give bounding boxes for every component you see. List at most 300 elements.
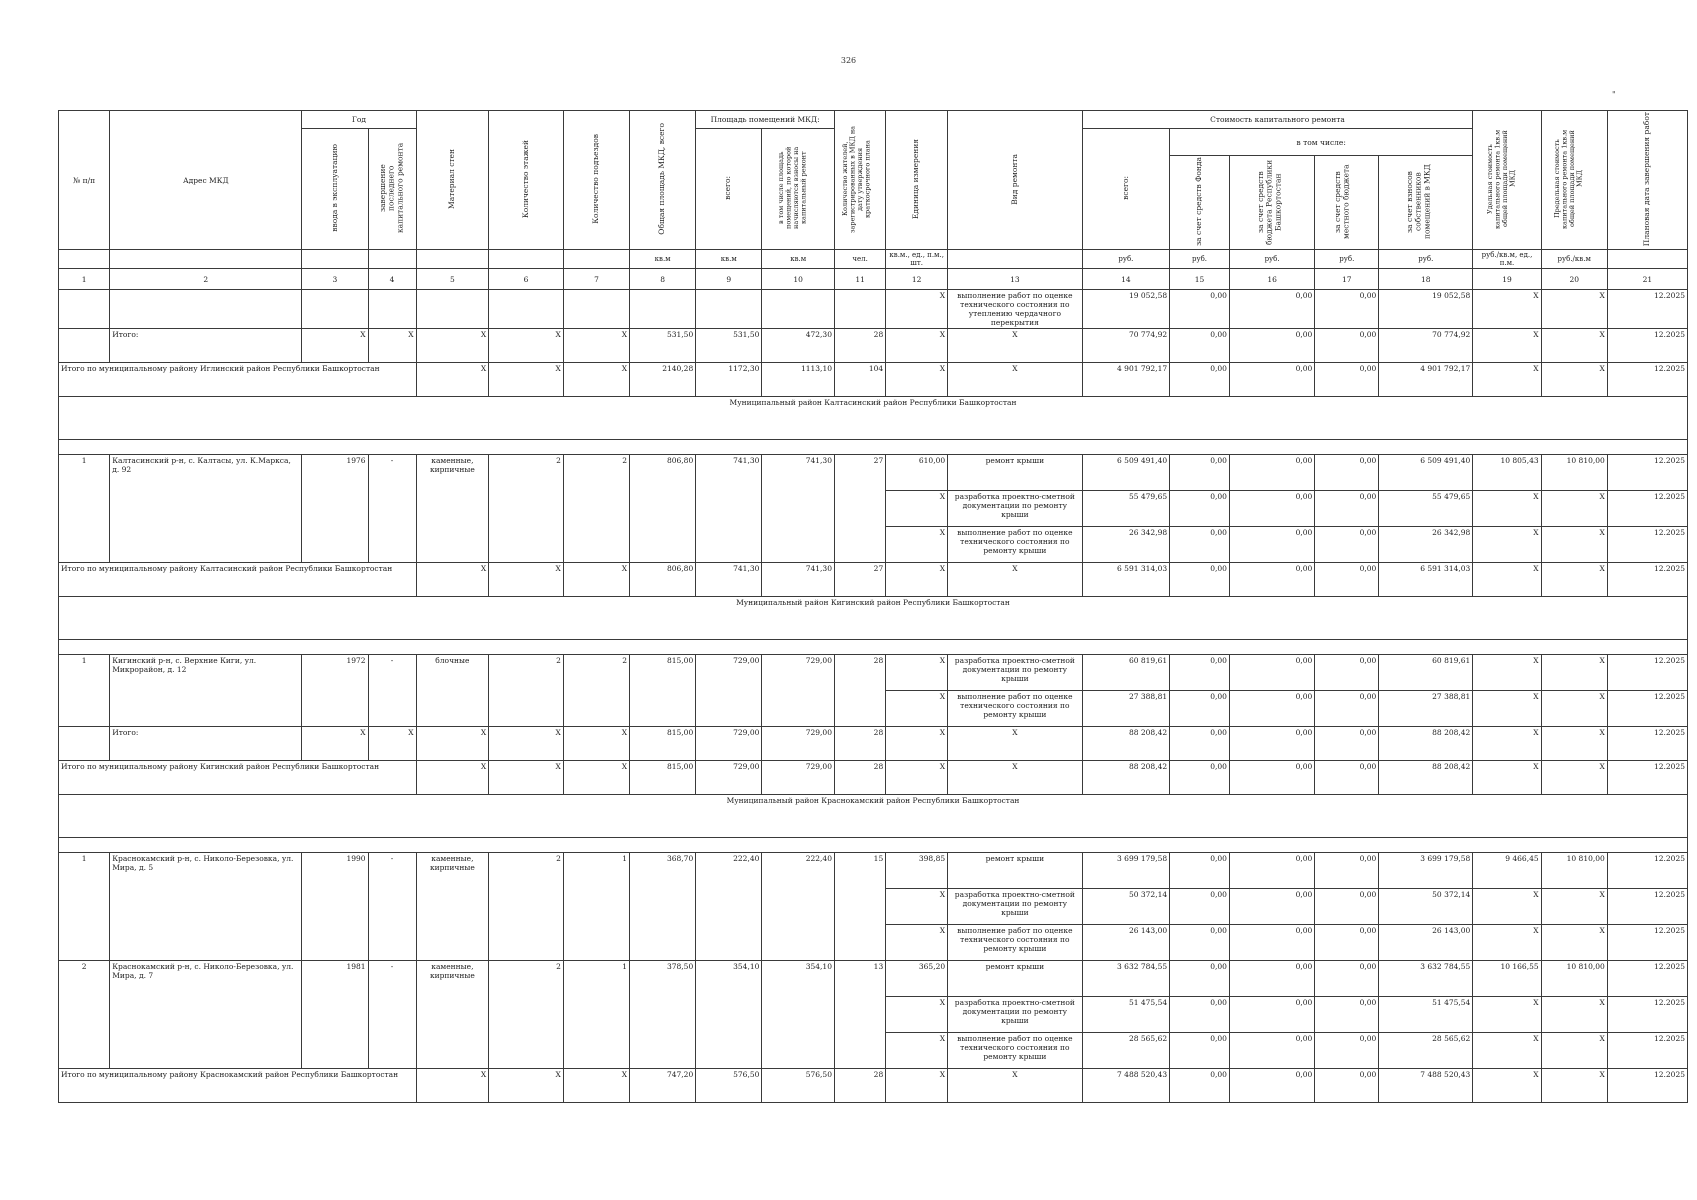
cell-residents: 28 (834, 655, 885, 727)
cell-x: X (563, 1069, 629, 1103)
cell-cost: 27 388,81 (1082, 691, 1170, 727)
header-owners: за счет взносов собственников помещений в МКД (1379, 156, 1473, 250)
spacer-row (59, 640, 1688, 655)
header-entrances: Количество подъездов (563, 111, 629, 250)
cell-work: разработка проектно-сметной документации по ремонту крыши (948, 889, 1082, 925)
cell-residents: 28 (834, 1069, 885, 1103)
cell-last-repair: - (368, 455, 416, 563)
cell-work: разработка проектно-сметной документации по ремонту крыши (948, 491, 1082, 527)
cell-cost: 60 819,61 (1082, 655, 1170, 691)
cell-unit-cost: 9 466,45 (1473, 853, 1541, 889)
table-row (59, 655, 1688, 691)
unit-cell: кв.м (630, 250, 696, 269)
cell-unit: X (886, 997, 948, 1033)
cell-max-cost: X (1541, 889, 1607, 925)
cell-local: 0,00 (1315, 363, 1379, 397)
cell-cost: 0,00 (1170, 761, 1230, 795)
cell-max-cost: 10 810,00 (1541, 853, 1607, 889)
cell-cost: 0,00 (1315, 997, 1379, 1033)
cell-date: 12.2025 (1607, 363, 1687, 397)
cell-cost: 0,00 (1315, 853, 1379, 889)
cell-cost-total: 19 052,58 (1082, 290, 1170, 329)
units-row (59, 250, 1688, 269)
cell-cost: 88 208,42 (1082, 727, 1170, 761)
cell-work: X (948, 727, 1082, 761)
cell-date: 12.2025 (1607, 329, 1687, 363)
cell-cost: 0,00 (1315, 925, 1379, 961)
cell-area-all: 222,40 (696, 853, 762, 961)
cell-work: выполнение работ по оценке технического состояния по ремонту крыши (948, 527, 1082, 563)
cell-unit-cost: X (1473, 655, 1541, 691)
cell-x: X (1473, 761, 1541, 795)
cell-area-contrib: 741,30 (762, 563, 835, 597)
header-cost-total: всего: (1082, 129, 1170, 250)
header-unit: Единица измерения (886, 111, 948, 250)
cell-unit: X (886, 491, 948, 527)
cell-residents: 13 (834, 961, 885, 1069)
cell-max-cost: X (1541, 691, 1607, 727)
column-number: 21 (1607, 269, 1687, 290)
cell-work: ремонт крыши (948, 961, 1082, 997)
table-header (59, 111, 1688, 290)
cell-floors: 2 (489, 455, 564, 563)
cell-work: X (948, 563, 1082, 597)
cell-cost: 0,00 (1170, 1069, 1230, 1103)
cell-label: Итого: (110, 727, 302, 761)
cell-cost: 3 699 179,58 (1379, 853, 1473, 889)
spacer-cell (59, 440, 1688, 455)
cell-area-contrib: 729,00 (762, 761, 835, 795)
cell-date: 12.2025 (1607, 290, 1687, 329)
cell-date: 12.2025 (1607, 889, 1687, 925)
section-title-row (59, 397, 1688, 440)
cell-x: X (1541, 363, 1607, 397)
cell-cost: 0,00 (1315, 455, 1379, 491)
cell-cost: 51 475,54 (1379, 997, 1473, 1033)
cell-area-contrib: 741,30 (762, 455, 835, 563)
column-number: 20 (1541, 269, 1607, 290)
cell-cost: 88 208,42 (1379, 761, 1473, 795)
cell-cost: 0,00 (1229, 563, 1314, 597)
cell-cost: 28 565,62 (1082, 1033, 1170, 1069)
cell-work: X (948, 329, 1082, 363)
cell-cost: 26 342,98 (1379, 527, 1473, 563)
cell-cost: 0,00 (1170, 1033, 1230, 1069)
cell-x: X (1473, 727, 1541, 761)
column-number: 1 (59, 269, 110, 290)
cell-date: 12.2025 (1607, 853, 1687, 889)
unit-cell: руб. (1379, 250, 1473, 269)
cell-fund: 0,00 (1170, 329, 1230, 363)
cell-x: X (886, 563, 948, 597)
cell-max-cost: X (1541, 997, 1607, 1033)
cell-x: X (416, 563, 489, 597)
cell-republic: 0,00 (1229, 363, 1314, 397)
cell-total-area: 747,20 (630, 1069, 696, 1103)
header-residents: Количество жителей, зарегистрированных в МКД на дату утверждения краткосрочного плана (834, 111, 885, 250)
cell-date: 12.2025 (1607, 491, 1687, 527)
cell-owners: 4 901 792,17 (1379, 363, 1473, 397)
cell-cost: 0,00 (1229, 527, 1314, 563)
cell-owners: 19 052,58 (1379, 290, 1473, 329)
cell-label: Итого по муниципальному району Иглинский район Республики Башкортостан (59, 363, 417, 397)
cell-cost: 88 208,42 (1082, 761, 1170, 795)
cell-residents: 28 (834, 329, 885, 363)
cell-x: X (489, 563, 564, 597)
cell-cost: 3 632 784,55 (1379, 961, 1473, 997)
cell-date: 12.2025 (1607, 925, 1687, 961)
unit-cell (110, 250, 302, 269)
header-area-all: всего: (696, 129, 762, 250)
table-row (59, 455, 1688, 491)
cell-cost: 0,00 (1315, 491, 1379, 527)
cell-total-area: 806,80 (630, 563, 696, 597)
cell-floors: 2 (489, 655, 564, 727)
cell-address: Краснокамский р-н, с. Николо-Березовка, ул. Мира, д. 5 (110, 853, 302, 961)
cell-cost: 0,00 (1315, 563, 1379, 597)
unit-cell (416, 250, 489, 269)
column-number: 12 (886, 269, 948, 290)
unit-cell: руб./кв.м (1541, 250, 1607, 269)
column-number: 8 (630, 269, 696, 290)
cell-unit-cost: X (1473, 925, 1541, 961)
column-number: 11 (834, 269, 885, 290)
cell-cost: 3 632 784,55 (1082, 961, 1170, 997)
cell-commissioning: 1976 (302, 455, 368, 563)
cell-max-cost: X (1541, 290, 1607, 329)
cell-cost: 0,00 (1170, 655, 1230, 691)
cell-x: X (302, 727, 368, 761)
cell-cost: 0,00 (1170, 961, 1230, 997)
cell-cost: 0,00 (1170, 997, 1230, 1033)
cell-x: X (489, 727, 564, 761)
cell-wall-material: каменные, кирпичные (416, 853, 489, 961)
section-title: Муниципальный район Калтасинский район Республики Башкортостан (59, 397, 1688, 440)
table-row-district-total (59, 363, 1688, 397)
header-incl: в том числе: (1170, 129, 1473, 156)
header-area-group: Площадь помещений МКД: (696, 111, 835, 129)
section-title-row (59, 597, 1688, 640)
cell-entrances: 2 (563, 655, 629, 727)
cell-work: выполнение работ по оценке технического состояния по ремонту крыши (948, 1033, 1082, 1069)
cell-cost: 0,00 (1229, 455, 1314, 491)
cell-unit: X (886, 1033, 948, 1069)
column-number: 19 (1473, 269, 1541, 290)
cell-unit: X (886, 655, 948, 691)
cell-cost: 0,00 (1229, 997, 1314, 1033)
column-number: 15 (1170, 269, 1230, 290)
unit-cell (563, 250, 629, 269)
cell-area-contrib: 222,40 (762, 853, 835, 961)
cell-cost: 0,00 (1315, 1033, 1379, 1069)
cell-total-area: 368,70 (630, 853, 696, 961)
cell-local: 0,00 (1315, 290, 1379, 329)
cell-cost: 51 475,54 (1082, 997, 1170, 1033)
table-row-district-total (59, 761, 1688, 795)
cell-work: X (948, 761, 1082, 795)
table-row (59, 290, 1688, 329)
cell-x: X (1541, 1069, 1607, 1103)
cell-unit-cost: X (1473, 491, 1541, 527)
table-row-itogo (59, 727, 1688, 761)
cell-last-repair: - (368, 655, 416, 727)
cell-x: X (1541, 761, 1607, 795)
header-area-contrib: в том числе площадь помещений, по которой начисляются взносы на капитальный ремонт (762, 129, 835, 250)
cell-commissioning: 1981 (302, 961, 368, 1069)
header-floors: Количество этажей (489, 111, 564, 250)
cell-residents: 27 (834, 563, 885, 597)
column-number: 5 (416, 269, 489, 290)
cell-cost: 0,00 (1170, 925, 1230, 961)
cell-address: Краснокамский р-н, с. Николо-Березовка, ул. Мира, д. 7 (110, 961, 302, 1069)
column-number: 7 (563, 269, 629, 290)
cell-unit: 365,20 (886, 961, 948, 997)
cell-label: Итого по муниципальному району Калтасинский район Республики Башкортостан (59, 563, 417, 597)
cell-cost: 0,00 (1229, 1033, 1314, 1069)
cell-unit: 398,85 (886, 853, 948, 889)
cell-area-all: 354,10 (696, 961, 762, 1069)
cell-date: 12.2025 (1607, 455, 1687, 491)
cell-residents: 28 (834, 761, 885, 795)
table-row (59, 853, 1688, 889)
cell-fund: 0,00 (1170, 363, 1230, 397)
header-address: Адрес МКД (110, 111, 302, 250)
cell-cost: 0,00 (1170, 727, 1230, 761)
table-row (59, 961, 1688, 997)
header-max-cost: Предельная стоимость капитального ремонта 1кв.м общей площади помещений МКД (1541, 111, 1607, 250)
cell-residents: 104 (834, 363, 885, 397)
cell-number: 1 (59, 853, 110, 961)
cell-cost: 27 388,81 (1379, 691, 1473, 727)
cell-residents: 15 (834, 853, 885, 961)
page-number: 326 (840, 56, 857, 65)
cell-cost: 0,00 (1229, 961, 1314, 997)
cell-cost: 55 479,65 (1082, 491, 1170, 527)
cell-x: X (368, 329, 416, 363)
cell-x: X (1473, 1069, 1541, 1103)
cell-label: Итого по муниципальному району Кигинский район Республики Башкортостан (59, 761, 417, 795)
cell-empty (59, 727, 110, 761)
cell-work: разработка проектно-сметной документации по ремонту крыши (948, 997, 1082, 1033)
cell-cost: 0,00 (1315, 761, 1379, 795)
cell-republic: 0,00 (1229, 290, 1314, 329)
unit-cell (948, 250, 1082, 269)
unit-cell: кв.м (696, 250, 762, 269)
cell-area-all: 576,50 (696, 1069, 762, 1103)
cell-work: выполнение работ по оценке технического состояния по утеплению чердачного перекрытия (948, 290, 1082, 329)
section-title-row (59, 795, 1688, 838)
cell-x: X (489, 1069, 564, 1103)
cell-cost: 0,00 (1315, 655, 1379, 691)
cell-cost: 3 699 179,58 (1082, 853, 1170, 889)
cell-last-repair: - (368, 961, 416, 1069)
cell-unit: 610,00 (886, 455, 948, 491)
cell-x: X (489, 329, 564, 363)
cell-area-contrib: 729,00 (762, 655, 835, 727)
cell-wall-material: блочные (416, 655, 489, 727)
cell-x: X (368, 727, 416, 761)
cell-x: X (563, 563, 629, 597)
unit-cell (302, 250, 368, 269)
column-number: 4 (368, 269, 416, 290)
unit-cell (368, 250, 416, 269)
cell-date: 12.2025 (1607, 961, 1687, 997)
cell-x: X (886, 727, 948, 761)
cell-wall-material: каменные, кирпичные (416, 455, 489, 563)
cell-area-contrib: 1113,10 (762, 363, 835, 397)
cell-unit-cost: X (1473, 1033, 1541, 1069)
cell-cost: 6 509 491,40 (1379, 455, 1473, 491)
corner-mark: " (1612, 90, 1616, 99)
cell-republic: 0,00 (1229, 329, 1314, 363)
cell-work: выполнение работ по оценке технического состояния по ремонту крыши (948, 691, 1082, 727)
spacer-cell (59, 838, 1688, 853)
cell-x: X (1473, 329, 1541, 363)
column-number: 9 (696, 269, 762, 290)
column-number: 16 (1229, 269, 1314, 290)
unit-cell: кв.м., ед., п.м., шт. (886, 250, 948, 269)
cell-area-all: 741,30 (696, 455, 762, 563)
cell-x: X (563, 761, 629, 795)
cell-cost: 0,00 (1229, 925, 1314, 961)
cell-area-all: 729,00 (696, 655, 762, 727)
cell-work: выполнение работ по оценке технического состояния по ремонту крыши (948, 925, 1082, 961)
header-year-group: Год (302, 111, 416, 129)
section-title: Муниципальный район Краснокамский район Республики Башкортостан (59, 795, 1688, 838)
cell-max-cost: X (1541, 925, 1607, 961)
cell-cost: 0,00 (1229, 655, 1314, 691)
header-cost-group: Стоимость капитального ремонта (1082, 111, 1473, 129)
cell-work: X (948, 1069, 1082, 1103)
cell-area-contrib: 472,30 (762, 329, 835, 363)
cell-max-cost: X (1541, 1033, 1607, 1069)
cell-date: 12.2025 (1607, 997, 1687, 1033)
cell-cost: 26 143,00 (1379, 925, 1473, 961)
cell-label: Итого: (110, 329, 302, 363)
cell-x: X (886, 1069, 948, 1103)
header-wall-material: Материал стен (416, 111, 489, 250)
cell-cost: 50 372,14 (1082, 889, 1170, 925)
cell-unit: X (886, 527, 948, 563)
cell-cost: 0,00 (1229, 853, 1314, 889)
cell-unit-cost: 10 805,43 (1473, 455, 1541, 491)
cell-entrances: 2 (563, 455, 629, 563)
cell-max-cost: X (1541, 491, 1607, 527)
unit-cell: руб./кв.м, ед., п.м. (1473, 250, 1541, 269)
cell-area-contrib: 729,00 (762, 727, 835, 761)
cell-cost-total: 70 774,92 (1082, 329, 1170, 363)
cell-x: X (563, 363, 629, 397)
cell-cost: 6 591 314,03 (1082, 563, 1170, 597)
cell-cost: 7 488 520,43 (1379, 1069, 1473, 1103)
cell-number: 1 (59, 455, 110, 563)
cell-cost: 0,00 (1315, 1069, 1379, 1103)
cell-total-area: 806,80 (630, 455, 696, 563)
spacer-row (59, 838, 1688, 853)
cell-work: X (948, 363, 1082, 397)
column-number: 10 (762, 269, 835, 290)
unit-cell: чел. (834, 250, 885, 269)
unit-cell: руб. (1082, 250, 1170, 269)
column-number: 17 (1315, 269, 1379, 290)
cell-unit: X (886, 925, 948, 961)
column-number: 18 (1379, 269, 1473, 290)
cell-x: X (416, 363, 489, 397)
cell-x: X (416, 329, 489, 363)
cell-cost: 55 479,65 (1379, 491, 1473, 527)
cell-x: X (886, 363, 948, 397)
cell-total-area: 2140,28 (630, 363, 696, 397)
header-number: № п/п (59, 111, 110, 250)
cell-unit-cost: X (1473, 290, 1541, 329)
cell-unit-cost: X (1473, 691, 1541, 727)
cell-x: X (563, 329, 629, 363)
cell-entrances: 1 (563, 853, 629, 961)
cell-date: 12.2025 (1607, 761, 1687, 795)
cell-last-repair: - (368, 853, 416, 961)
cell-cost: 0,00 (1170, 889, 1230, 925)
cell-entrances: 1 (563, 961, 629, 1069)
cell-cost-total: 4 901 792,17 (1082, 363, 1170, 397)
cell-cost: 28 565,62 (1379, 1033, 1473, 1069)
cell-x: X (489, 363, 564, 397)
column-number: 14 (1082, 269, 1170, 290)
header-unit-cost: Удельная стоимость капитального ремонта 1кв.м общей площади помещений МКД (1473, 111, 1541, 250)
column-number: 3 (302, 269, 368, 290)
table-body (59, 290, 1688, 1103)
cell-label: Итого по муниципальному району Краснокамский район Республики Башкортостан (59, 1069, 417, 1103)
cell-max-cost: X (1541, 527, 1607, 563)
cell-address: Калтасинский р-н, с. Калтасы, ул. К.Маркса, д. 92 (110, 455, 302, 563)
cell-unit-cost: X (1473, 997, 1541, 1033)
cell-fund: 0,00 (1170, 290, 1230, 329)
cell-max-cost: 10 810,00 (1541, 961, 1607, 997)
cell-cost: 0,00 (1229, 491, 1314, 527)
section-title: Муниципальный район Кигинский район Республики Башкортостан (59, 597, 1688, 640)
cell-x: X (1541, 329, 1607, 363)
cell-cost: 26 342,98 (1082, 527, 1170, 563)
cell-local: 0,00 (1315, 329, 1379, 363)
table-row-district-total (59, 563, 1688, 597)
cell-x: X (1473, 563, 1541, 597)
header-local-budget: за счет средств местного бюджета (1315, 156, 1379, 250)
unit-cell: кв.м (762, 250, 835, 269)
cell-area-all: 729,00 (696, 727, 762, 761)
unit-cell: руб. (1229, 250, 1314, 269)
cell-x: X (489, 761, 564, 795)
cell-cost: 0,00 (1315, 527, 1379, 563)
cell-cost: 6 591 314,03 (1379, 563, 1473, 597)
cell-area-all: 741,30 (696, 563, 762, 597)
spacer-row (59, 440, 1688, 455)
cell-x: X (302, 329, 368, 363)
unit-cell (1607, 250, 1687, 269)
cell-total-area: 815,00 (630, 655, 696, 727)
cell-unit-cost: X (1473, 527, 1541, 563)
cell-x: X (1541, 563, 1607, 597)
unit-cell (59, 250, 110, 269)
cell-area-contrib: 354,10 (762, 961, 835, 1069)
capital-repair-plan-table (58, 110, 1688, 1103)
cell-address: Кигинский р-н, с. Верхние Киги, ул. Микрорайон, д. 12 (110, 655, 302, 727)
cell-cost: 0,00 (1315, 961, 1379, 997)
cell-cost: 0,00 (1170, 853, 1230, 889)
cell-total-area: 378,50 (630, 961, 696, 1069)
cell-unit: X (886, 290, 948, 329)
cell-cost: 0,00 (1229, 727, 1314, 761)
cell-total-area: 815,00 (630, 727, 696, 761)
cell-unit: X (886, 889, 948, 925)
